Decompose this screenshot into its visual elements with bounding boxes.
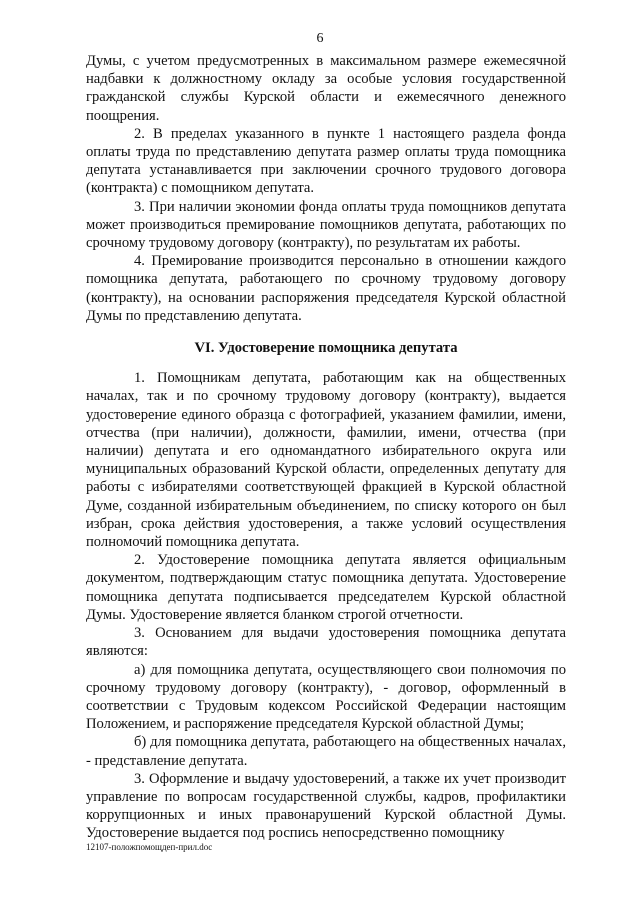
file-name-footer: 12107-положпомощдеп-прил.doc bbox=[86, 842, 213, 852]
paragraph: 3. Оформление и выдачу удостоверений, а также их учет производит управление по вопросам государственной службы, кадров, профилактики коррупционных и иных правонарушений Курской областной Думы. Удостоверение выдается под роспись непосредственно помощнику bbox=[86, 770, 566, 842]
section-heading: VI. Удостоверение помощника депутата bbox=[194, 340, 458, 357]
paragraph: б) для помощника депутата, работающего на общественных началах, - представление депутата. bbox=[86, 734, 566, 769]
paragraph: Думы, с учетом предусмотренных в максимальном размере ежемесячной надбавки к должностному окладу за особые условия государственной гражданской службы Курской области и ежемесячного денежного поощрения. bbox=[86, 53, 566, 124]
document-body bbox=[86, 52, 566, 843]
paragraph: 2. В пределах указанного в пункте 1 настоящего раздела фонда оплаты труда по представлению депутата размер оплаты труда помощника депутата устанавливается при заключении срочного трудового договора (контракта) с помощником депутата. bbox=[86, 125, 566, 197]
paragraph: 3. При наличии экономии фонда оплаты труда помощников депутата может производиться премирование помощников депутата, работающих по срочному трудовому договору (контракту), по результатам их работы. bbox=[86, 198, 566, 252]
paragraph: 1. Помощникам депутата, работающим как на общественных началах, так и по срочному трудовому договору (контракту), выдается удостоверение единого образца с фотографией, указанием фамилии, имени, отчества (при наличии), должности, фамилии, имени, отчества (при наличии) депутата и его одномандатного избирательного округа или муниципальных образований Курской области, определенных депутату для работы с избирателями соответствующей фракцией в Курской областной Думе, созданной избирательным объединением, по списку которого он был избран, срока действия удостоверения, а также условий осуществления полномочий помощника депутата. bbox=[86, 370, 566, 551]
page-number: 6 bbox=[316, 31, 324, 46]
paragraph: 3. Основанием для выдачи удостоверения помощника депутата являются: bbox=[86, 625, 566, 660]
paragraph: 2. Удостоверение помощника депутата является официальным документом, подтверждающим статус помощника депутата. Удостоверение помощника депутата подписывается председателем Курской областной Думы. Удостоверение является бланком строгой отчетности. bbox=[86, 552, 566, 623]
paragraph: а) для помощника депутата, осуществляющего свои полномочия по срочному трудовому договору (контракту), - договор, оформленный в соответствии с Трудовым кодексом Российской Федерации настоящим Положением, и распоряжение председателя Курской областной Думы; bbox=[86, 661, 566, 733]
paragraph: 4. Премирование производится персонально в отношении каждого помощника депутата, работающего по срочному трудовому договору (контракту), на основании распоряжения председателя Курской областной Думы по представлению депутата. bbox=[86, 253, 566, 324]
